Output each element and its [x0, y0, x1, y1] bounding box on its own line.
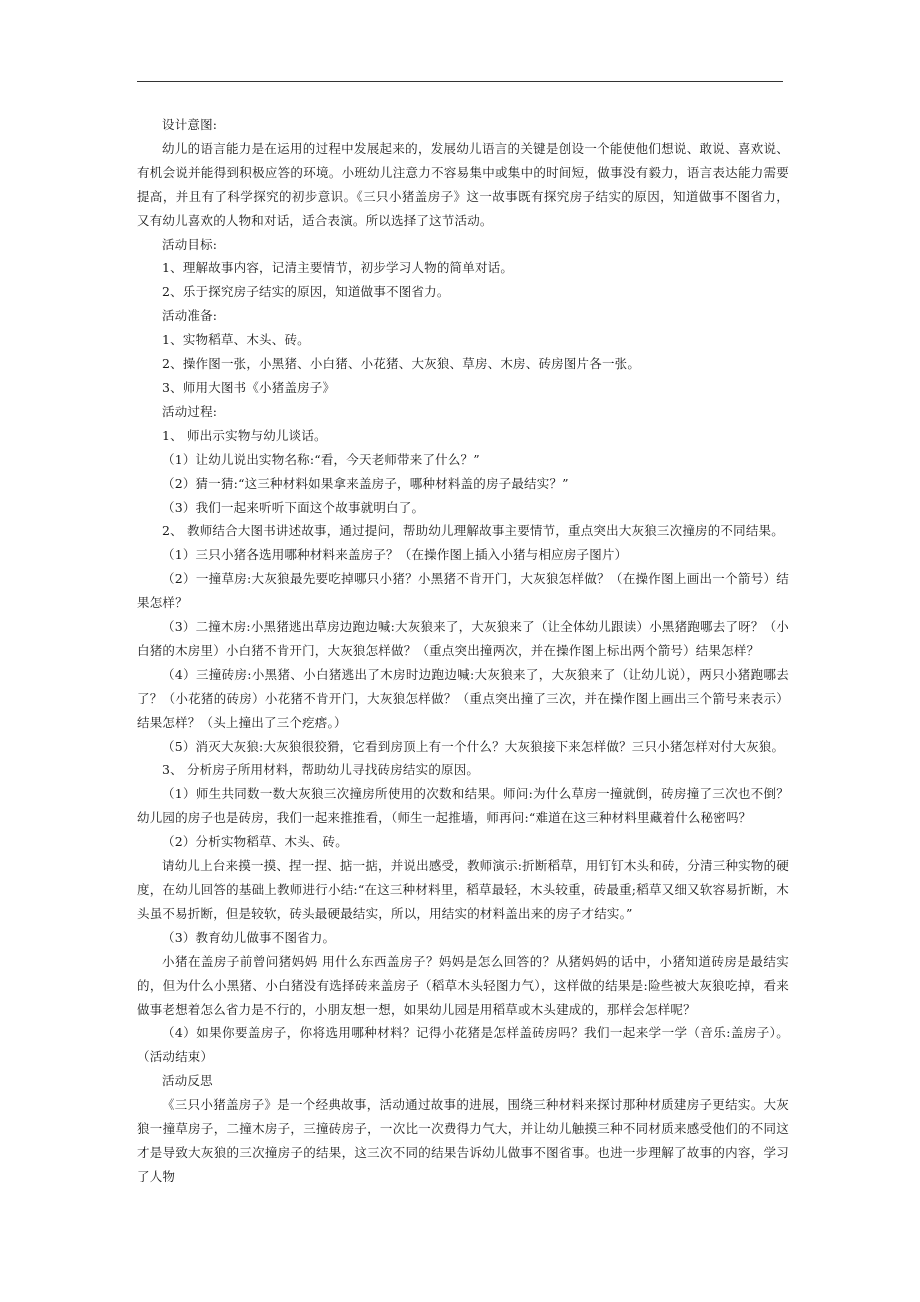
process-step-2-3: （3）二撞木房:小黑猪逃出草房边跑边喊:大灰狼来了，大灰狼来了（让全体幼儿跟读）小黑猪跑哪去了呀？（小白猪的木房里）小白猪不肯开门，大灰狼怎样做？（重点突出撞两次，并在操作图上标出两个箭号）结果怎样？	[137, 619, 789, 658]
prep-item-1: 1、实物稻草、木头、砖。	[162, 332, 310, 348]
process-step-1: 1、 师出示实物与幼儿谈话。	[162, 427, 327, 443]
paragraph-design-intent: 幼儿的语言能力是在运用的过程中发展起来的，发展幼儿语言的关键是创设一个能使他们想说、敢说、喜欢说、有机会说并能得到积极应答的环境。小班幼儿注意力不容易集中或集中的时间短，做事没有毅力，语言表达能力需要提高，并且有了科学探究的初步意识。《三只小猪盖房子》这一故事既有探究房子结实的原因，知道做事不图省力，又有幼儿喜欢的人物和对话，适合表演。所以选择了这节活动。	[137, 140, 789, 228]
heading-activity-process: 活动过程:	[162, 403, 218, 419]
process-step-3-2-detail: 请幼儿上台来摸一摸、捏一捏、掂一掂，并说出感受，教师演示:折断稻草，用钉钉木头和砖，分清三种实物的硬度，在幼儿回答的基础上教师进行小结:“在这三种材料里，稻草最轻，木头较重，砖最重;稻草又细又软容易折断，木头虽不易折断，但是较软，砖头最硬最结实，所以，用结实的材料盖出来的房子才结实。”	[137, 858, 789, 921]
process-step-1-2: （2）猜一猜:“这三种材料如果拿来盖房子，哪种材料盖的房子最结实？”	[162, 475, 569, 491]
process-step-3-4: （4）如果你要盖房子，你将选用哪种材料？记得小花猪是怎样盖砖房吗？我们一起来学一学（音乐:盖房子）。（活动结束）	[137, 1025, 789, 1065]
heading-activity-goals: 活动目标:	[162, 236, 218, 252]
prep-item-3: 3、师用大图书《小猪盖房子》	[162, 379, 336, 395]
goal-item-1: 1、理解故事内容，记清主要情节，初步学习人物的简单对话。	[162, 260, 514, 276]
process-step-1-3: （3）我们一起来听听下面这个故事就明白了。	[162, 499, 425, 515]
process-step-2-2: （2）一撞草房:大灰狼最先要吃掉哪只小猪？小黑猪不肯开门，大灰狼怎样做？（在操作图上画出一个箭号）结果怎样？	[137, 571, 789, 611]
process-step-2-5: （5）消灭大灰狼:大灰狼很狡猾，它看到房顶上有一个什么？大灰狼接下来怎样做？三只小猪怎样对付大灰狼。	[162, 738, 785, 754]
process-step-3-2: （2）分析实物稻草、木头、砖。	[162, 834, 348, 850]
document-body	[137, 113, 789, 1189]
process-step-2-4: （4）三撞砖房:小黑猪、小白猪逃出了木房时边跑边喊:大灰狼来了，大灰狼来了（让幼儿说），两只小猪跑哪去了？（小花猪的砖房）小花猪不肯开门，大灰狼怎样做？（重点突出撞了三次，并在操作图上画出三个箭号来表示）结果怎样？（头上撞出了三个疙瘩。）	[137, 666, 789, 730]
header-rule	[137, 81, 783, 82]
heading-design-intent: 设计意图:	[162, 117, 218, 132]
process-step-2: 2、 教师结合大图书讲述故事，通过提问，帮助幼儿理解故事主要情节，重点突出大灰狼三次撞房的不同结果。	[162, 523, 784, 539]
process-step-3: 3、 分析房子所用材料，帮助幼儿寻找砖房结实的原因。	[162, 762, 480, 778]
process-step-3-1: （1）师生共同数一数大灰狼三次撞房所使用的次数和结果。师问:为什么草房一撞就倒，砖房撞了三次也不倒？幼儿园的房子也是砖房，我们一起来推推看，（师生一起推墙，师再问:“难道在这三种材料里藏着什么秘密吗？	[137, 786, 789, 826]
process-step-2-1: （1）三只小猪各选用哪种材料来盖房子？（在操作图上插入小猪与相应房子图片）	[162, 547, 628, 563]
goal-item-2: 2、乐于探究房子结实的原因，知道做事不图省力。	[162, 284, 450, 300]
heading-activity-prep: 活动准备:	[162, 308, 218, 324]
process-step-3-3-detail: 小猪在盖房子前曾问猪妈妈 用什么东西盖房子？妈妈是怎么回答的？从猪妈妈的话中，小猪知道砖房是最结实的，但为什么小黑猪、小白猪没有选择砖来盖房子（稻草木头轻图力气），这样做的结果是:险些被大灰狼吃掉，看来做事老想着怎么省力是不行的，小朋友想一想，如果幼儿园是用稻草或木头建成的，那样会怎样呢？	[137, 953, 789, 1017]
process-step-3-3: （3）教育幼儿做事不图省力。	[162, 929, 336, 945]
process-step-1-1: （1）让幼儿说出实物名称:“看，今天老师带来了什么？”	[162, 451, 480, 467]
heading-activity-reflection: 活动反思	[162, 1073, 213, 1089]
prep-item-2: 2、操作图一张，小黑猪、小白猪、小花猪、大灰狼、草房、木房、砖房图片各一张。	[162, 356, 641, 372]
paragraph-reflection: 《三只小猪盖房子》是一个经典故事，活动通过故事的进展，围绕三种材料来探讨那种材质建房子更结实。大灰狼一撞草房子，二撞木房子，三撞砖房子，一次比一次费得力气大，并让幼儿触摸三种不同材质来感受他们的不同这才是导致大灰狼的三次撞房子的结果，这三次不同的结果告诉幼儿做事不图省事。也进一步理解了故事的内容，学习了人物	[137, 1097, 789, 1184]
